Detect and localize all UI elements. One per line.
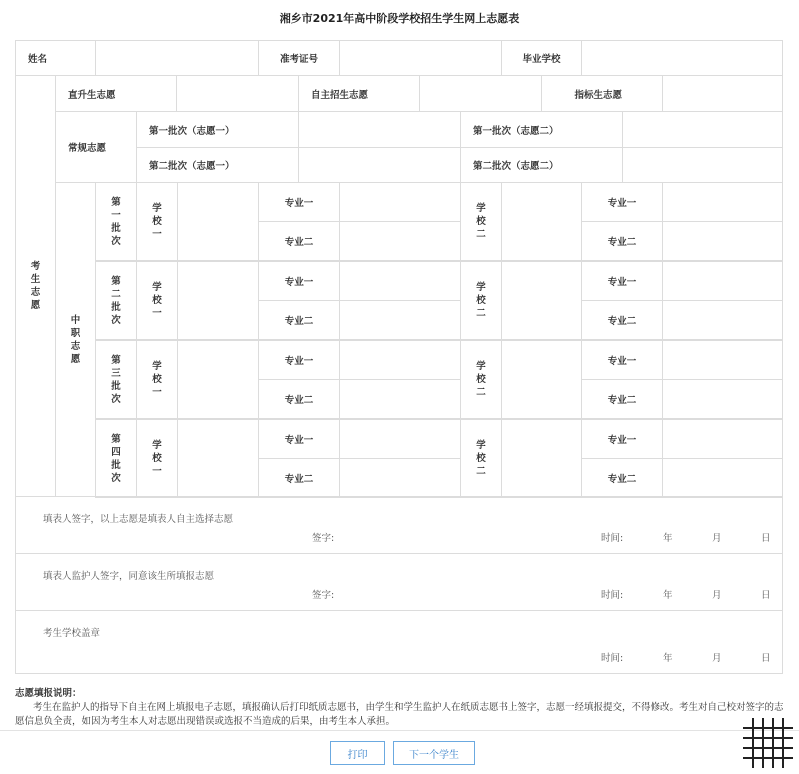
- school2-label: 学校二: [460, 340, 502, 419]
- major2-label: 专业二: [581, 221, 663, 261]
- major2-label: 专业二: [581, 458, 663, 498]
- school1-label: 学校一: [136, 340, 178, 419]
- major1-label: 专业一: [581, 261, 663, 301]
- instructions-title: 志愿填报说明：: [15, 688, 82, 699]
- school-value: [581, 40, 783, 76]
- student-wish-label: 考生志愿: [15, 75, 56, 497]
- major1-label: 专业一: [258, 261, 340, 301]
- applicant-signature-row: [15, 496, 783, 554]
- school1-label: 学校一: [136, 182, 178, 261]
- school2-value: [501, 419, 582, 498]
- major2-label: 专业二: [581, 300, 663, 340]
- school1-value: [177, 182, 259, 261]
- school-day-label: 日: [761, 653, 771, 664]
- major2-value: [662, 300, 783, 340]
- major2-value: [339, 221, 461, 261]
- guardian-month-label: 月: [712, 590, 722, 601]
- major1-value: [662, 261, 783, 301]
- major1-value: [339, 261, 461, 301]
- instructions-body: 考生在监护人的指导下自主在网上填报电子志愿，填报确认后打印纸质志愿书，由学生和学生监护人在纸质志愿书上签字，志愿一经填报提交，不得修改。考生对自己校对签字的志愿信息负全责，如因为考生本人对志愿出现错误或选报不当造成的后果，由考生本人承担。: [15, 702, 784, 727]
- instructions: [15, 687, 787, 729]
- guardian-sign-label: 签字:: [312, 590, 335, 601]
- quota-wish-label: 指标生志愿: [541, 75, 663, 112]
- direct-wish-label: 直升生志愿: [55, 75, 177, 112]
- school-time-label: 时间:: [601, 653, 624, 664]
- regular-b2w1-label: 第二批次（志愿一）: [136, 147, 299, 183]
- school1-value: [177, 261, 259, 340]
- major1-label: 专业一: [581, 340, 663, 380]
- major1-value: [662, 340, 783, 380]
- quota-wish-value: [662, 75, 783, 112]
- regular-b2w2-label: 第二批次（志愿二）: [460, 147, 623, 183]
- regular-b2w2-value: [622, 147, 783, 183]
- major2-value: [339, 458, 461, 498]
- regular-b1w2-value: [622, 111, 783, 148]
- batch-label: 第三批次: [95, 340, 137, 419]
- school2-label: 学校二: [460, 261, 502, 340]
- major1-label: 专业一: [258, 182, 340, 222]
- name-value: [95, 40, 259, 76]
- major1-label: 专业一: [581, 182, 663, 222]
- school-seal-row: [15, 610, 783, 674]
- guardian-day-label: 日: [761, 590, 771, 601]
- school2-value: [501, 261, 582, 340]
- major1-value: [339, 182, 461, 222]
- major1-label: 专业一: [258, 419, 340, 459]
- major1-value: [662, 419, 783, 459]
- guardian-year-label: 年: [663, 590, 673, 601]
- major1-value: [339, 340, 461, 380]
- exam-no-label: 准考证号: [258, 40, 340, 76]
- school2-value: [501, 182, 582, 261]
- grid-icon: [741, 716, 795, 770]
- major2-value: [339, 300, 461, 340]
- major1-label: 专业一: [581, 419, 663, 459]
- applicant-day-label: 日: [761, 533, 771, 544]
- next-student-button[interactable]: 下一个学生: [393, 741, 475, 765]
- exam-no-value: [339, 40, 502, 76]
- applicant-year-label: 年: [663, 533, 673, 544]
- major2-label: 专业二: [258, 300, 340, 340]
- major2-label: 专业二: [581, 379, 663, 419]
- action-bar: [0, 730, 799, 774]
- major1-label: 专业一: [258, 340, 340, 380]
- school-seal-text: 考生学校盖章: [43, 628, 101, 639]
- page-title: 湘乡市2021年高中阶段学校招生学生网上志愿表: [279, 12, 520, 25]
- regular-wish-label: 常规志愿: [55, 111, 137, 183]
- batch-label: 第二批次: [95, 261, 137, 340]
- vocational-wish-label: 中职志愿: [55, 182, 96, 497]
- major2-value: [662, 458, 783, 498]
- applicant-sign-label: 签字:: [312, 533, 335, 544]
- school-year-label: 年: [663, 653, 673, 664]
- batch-label: 第一批次: [95, 182, 137, 261]
- major2-value: [662, 221, 783, 261]
- applicant-month-label: 月: [712, 533, 722, 544]
- school2-label: 学校二: [460, 182, 502, 261]
- applicant-time-label: 时间:: [601, 533, 624, 544]
- school-label: 毕业学校: [501, 40, 582, 76]
- school1-value: [177, 419, 259, 498]
- school-month-label: 月: [712, 653, 722, 664]
- school1-value: [177, 340, 259, 419]
- batch-label: 第四批次: [95, 419, 137, 498]
- print-button[interactable]: 打印: [330, 741, 385, 765]
- major1-value: [339, 419, 461, 459]
- major1-value: [662, 182, 783, 222]
- major2-label: 专业二: [258, 458, 340, 498]
- school1-label: 学校一: [136, 261, 178, 340]
- major2-label: 专业二: [258, 379, 340, 419]
- applicant-signature-text: 填表人签字，以上志愿是填表人自主选择志愿: [43, 514, 234, 525]
- name-label: 姓名: [15, 40, 96, 76]
- direct-wish-value: [176, 75, 299, 112]
- guardian-signature-text: 填表人监护人签字，同意该生所填报志愿: [43, 571, 215, 582]
- self-wish-value: [419, 75, 542, 112]
- guardian-signature-row: [15, 553, 783, 611]
- self-wish-label: 自主招生志愿: [298, 75, 420, 112]
- school2-label: 学校二: [460, 419, 502, 498]
- major2-label: 专业二: [258, 221, 340, 261]
- guardian-time-label: 时间:: [601, 590, 624, 601]
- regular-b1w1-label: 第一批次（志愿一）: [136, 111, 299, 148]
- major2-value: [662, 379, 783, 419]
- regular-b2w1-value: [298, 147, 461, 183]
- regular-b1w1-value: [298, 111, 461, 148]
- school1-label: 学校一: [136, 419, 178, 498]
- major2-value: [339, 379, 461, 419]
- regular-b1w2-label: 第一批次（志愿二）: [460, 111, 623, 148]
- school2-value: [501, 340, 582, 419]
